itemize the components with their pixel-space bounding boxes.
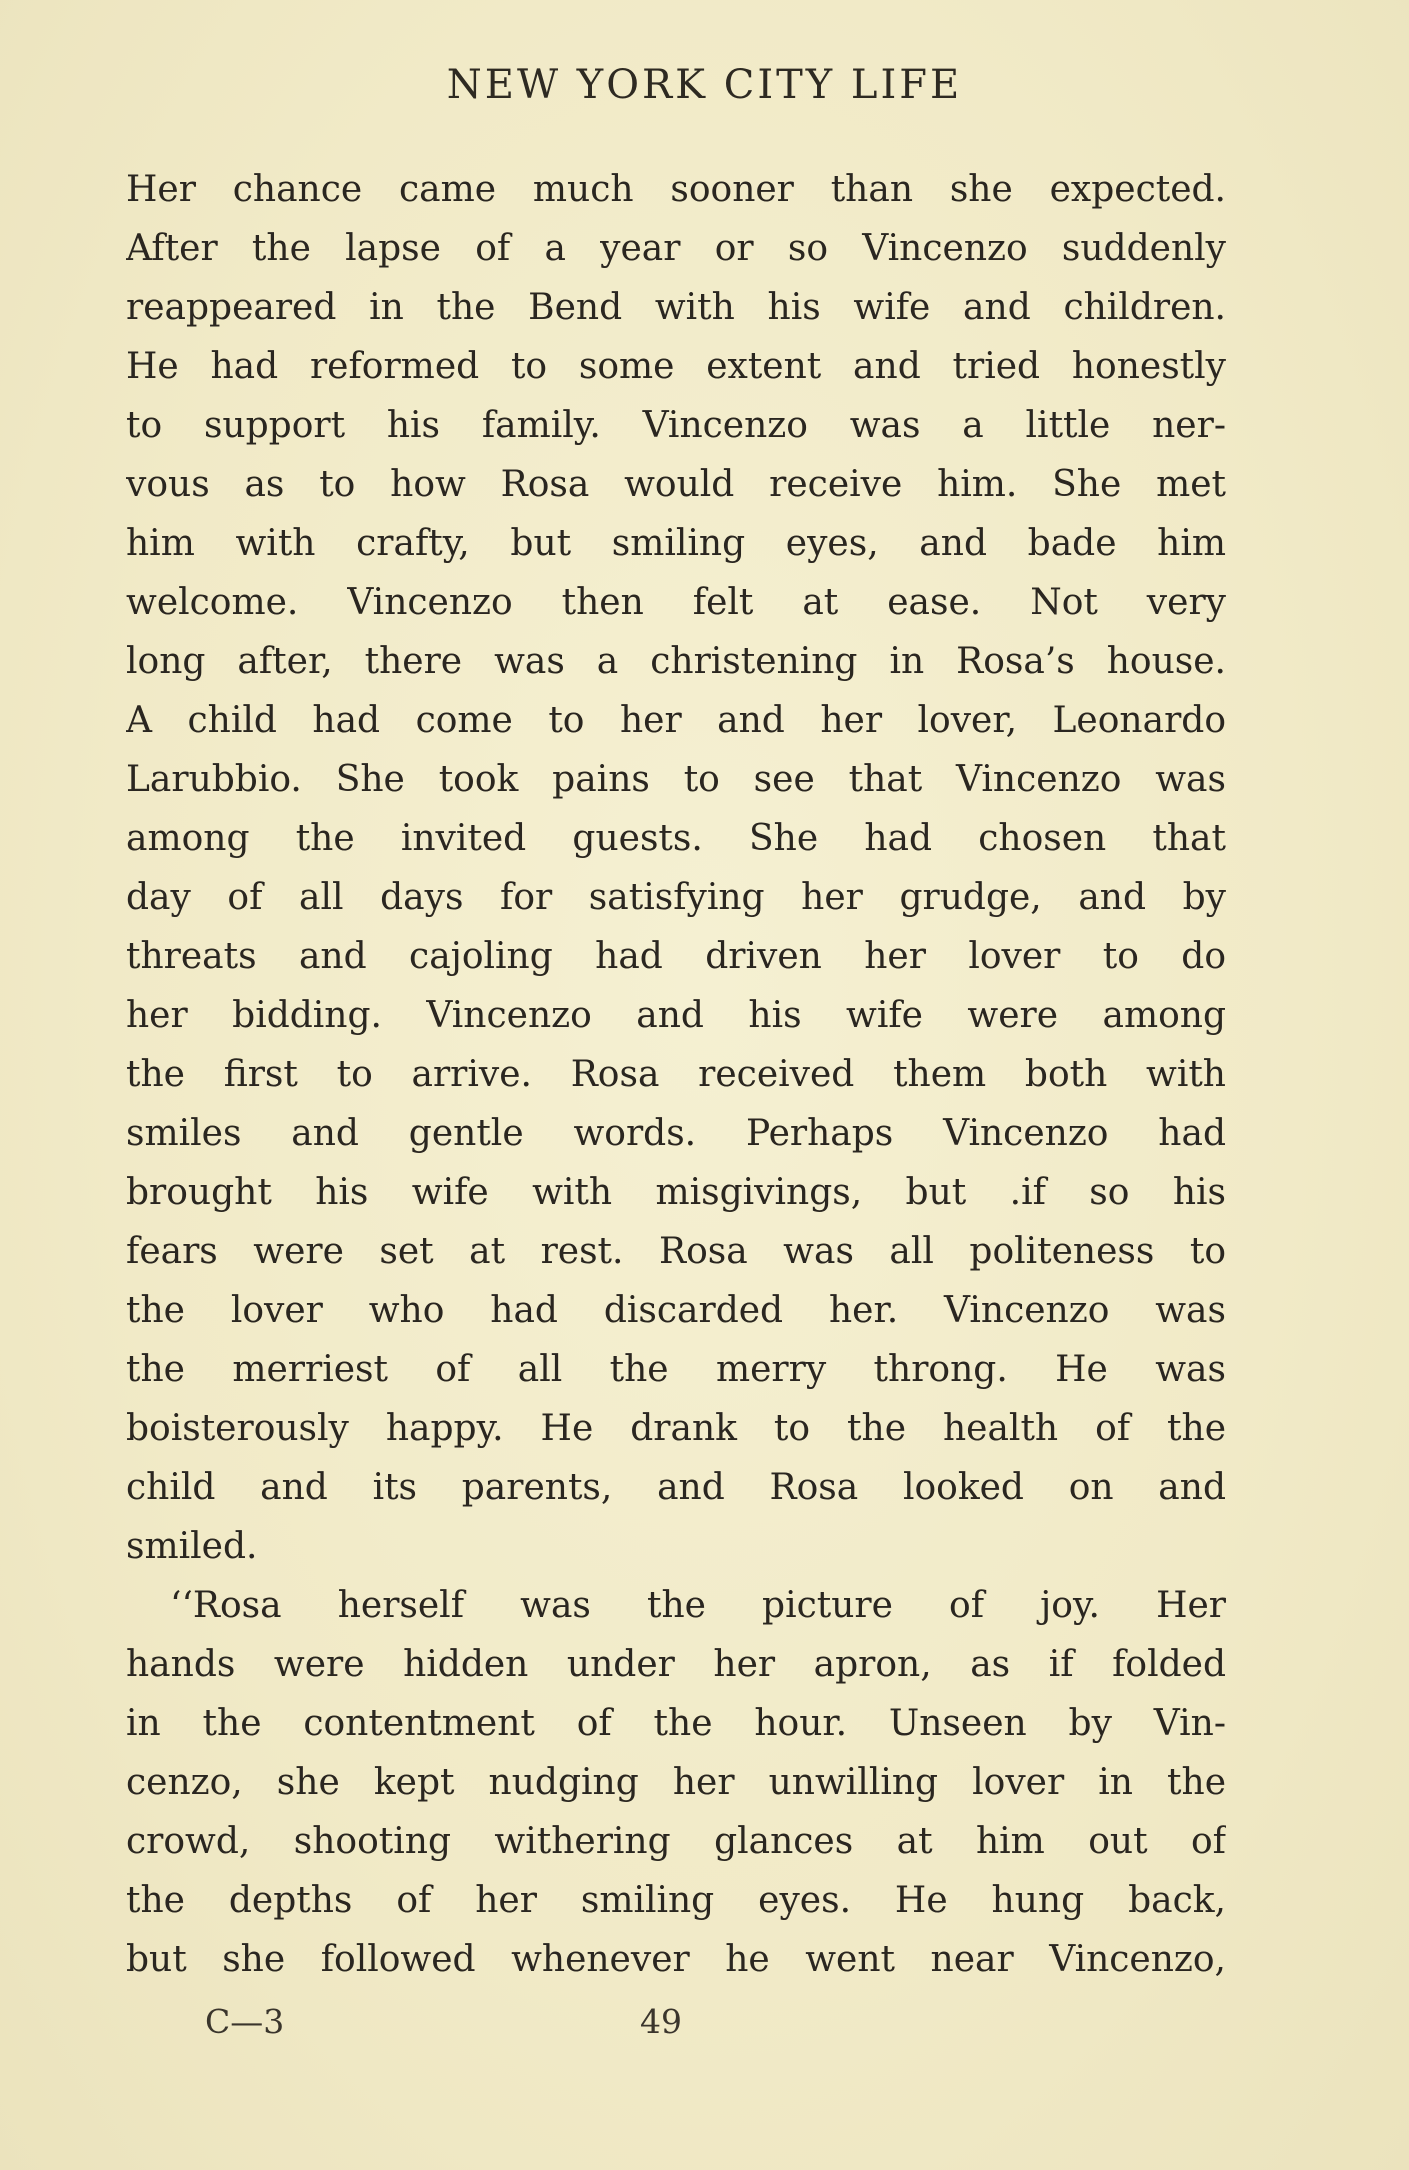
text-line: cenzo, she kept nudging her unwilling lover in the — [126, 1762, 1226, 1803]
text-line: him with crafty, but smiling eyes, and bade him — [126, 523, 1226, 564]
text-line: hands were hidden under her apron, as if folded — [126, 1644, 1226, 1685]
text-line: child and its parents, and Rosa looked on and — [126, 1467, 1226, 1508]
text-line: threats and cajoling had driven her lover to do — [126, 936, 1226, 977]
text-line: brought his wife with misgivings, but .if so his — [126, 1172, 1226, 1213]
text-line: A child had come to her and her lover, Leonardo — [126, 700, 1226, 741]
text-line: fears were set at rest. Rosa was all politeness to — [126, 1231, 1226, 1272]
text-line: in the contentment of the hour. Unseen by Vin- — [126, 1703, 1226, 1744]
text-line: Larubbio. She took pains to see that Vincenzo was — [126, 759, 1226, 800]
text-line: but she followed whenever he went near Vincenzo, — [126, 1939, 1226, 1980]
text-line: the depths of her smiling eyes. He hung back, — [126, 1880, 1226, 1921]
signature-mark: C—3 — [205, 2002, 285, 2041]
text-line: her bidding. Vincenzo and his wife were among — [126, 995, 1226, 1036]
text-line: reappeared in the Bend with his wife and children. — [126, 287, 1226, 328]
text-line: boisterously happy. He drank to the health of the — [126, 1408, 1226, 1449]
text-line: to support his family. Vincenzo was a little ner- — [126, 405, 1226, 446]
text-line: smiled. — [126, 1526, 258, 1567]
text-line: the first to arrive. Rosa received them both with — [126, 1054, 1226, 1095]
text-line: He had reformed to some extent and tried honestly — [126, 346, 1226, 387]
text-line: the lover who had discarded her. Vincenzo was — [126, 1290, 1226, 1331]
text-line: ‘‘Rosa herself was the picture of joy. Her — [170, 1585, 1226, 1626]
text-line: After the lapse of a year or so Vincenzo suddenly — [126, 228, 1226, 269]
text-line: crowd, shooting withering glances at him out of — [126, 1821, 1226, 1862]
page-number: 49 — [640, 2002, 682, 2041]
text-line: welcome. Vincenzo then felt at ease. Not very — [126, 582, 1226, 623]
body-text — [126, 160, 1226, 1989]
text-line: smiles and gentle words. Perhaps Vincenzo had — [126, 1113, 1226, 1154]
text-line: the merriest of all the merry throng. He was — [126, 1349, 1226, 1390]
text-line: among the invited guests. She had chosen that — [126, 818, 1226, 859]
text-line: long after, there was a christening in Rosa’s house. — [126, 641, 1226, 682]
text-line: day of all days for satisfying her grudge, and by — [126, 877, 1226, 918]
text-line: Her chance came much sooner than she expected. — [126, 169, 1226, 210]
running-head: NEW YORK CITY LIFE — [446, 62, 963, 108]
text-line: vous as to how Rosa would receive him. She met — [126, 464, 1226, 505]
